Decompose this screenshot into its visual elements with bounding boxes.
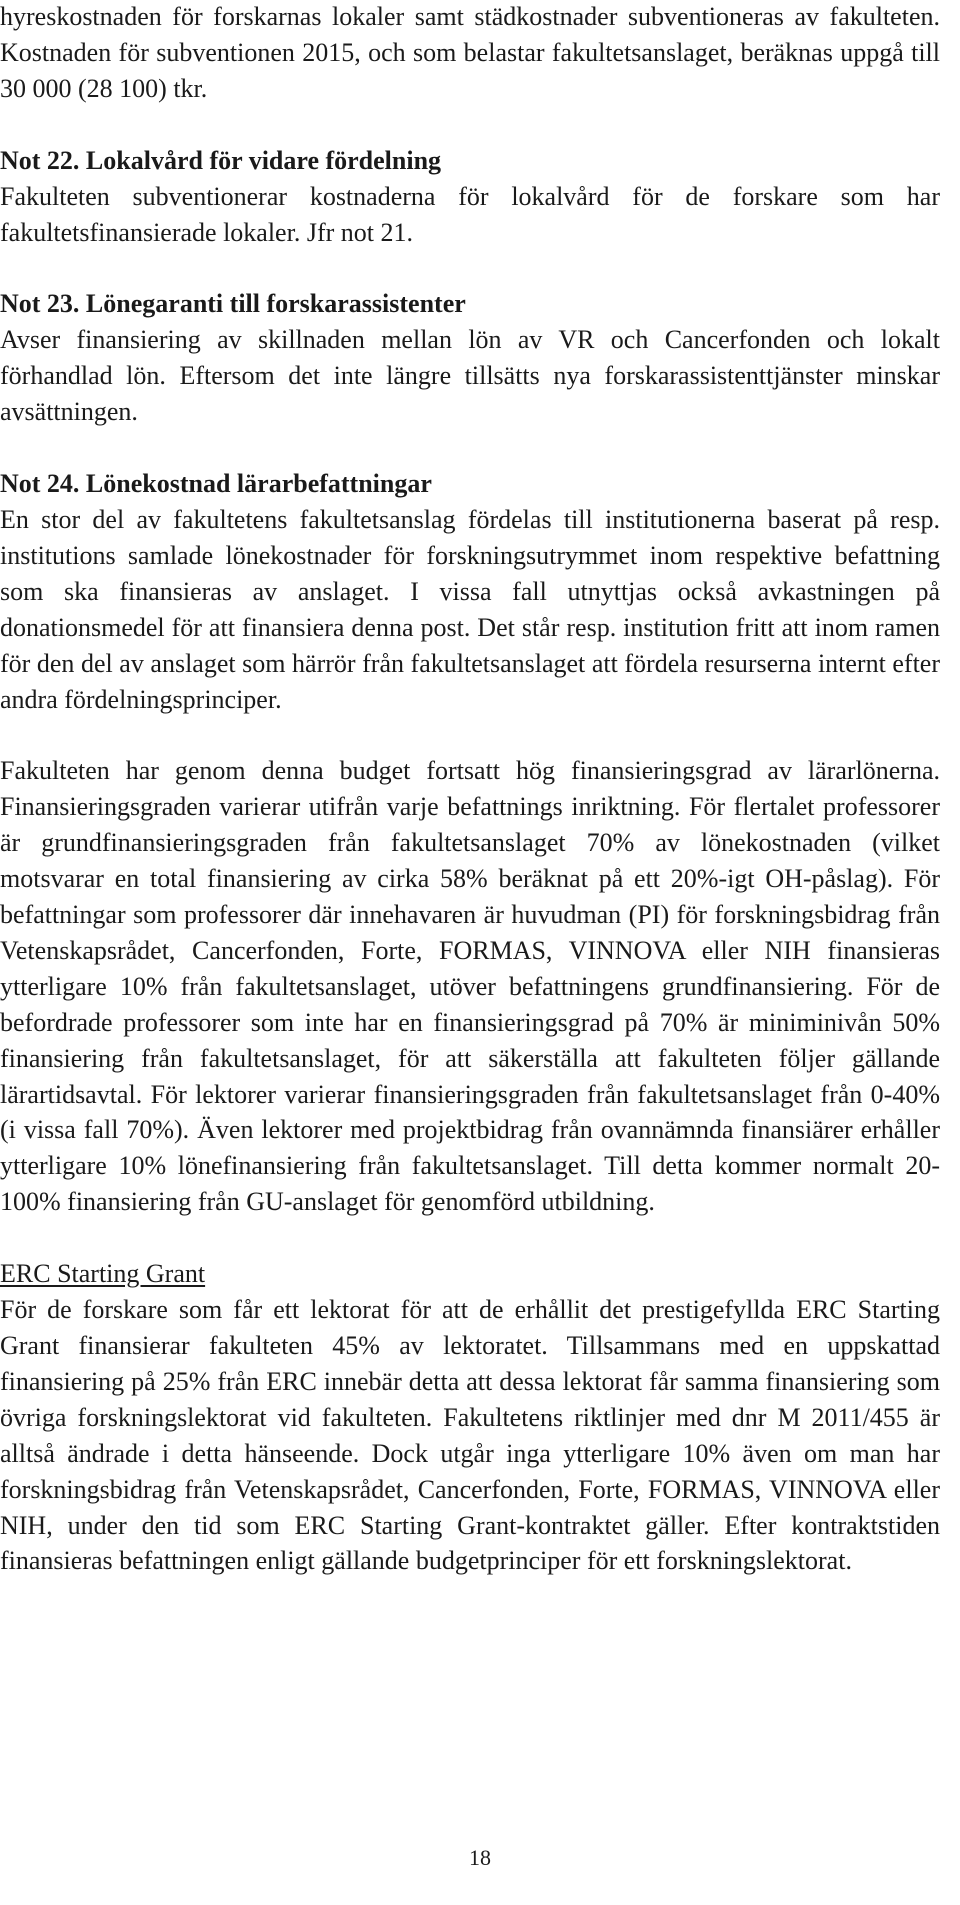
page-number: 18 xyxy=(469,1845,491,1870)
note-22-body: Fakulteten subventionerar kostnaderna för lokalvård för de forskare som har fakultetsfinansierade lokaler. Jfr not 21. xyxy=(0,181,940,247)
financing-paragraph: Fakulteten har genom denna budget fortsatt hög finansieringsgrad av lärarlönerna. Finansieringsgraden varierar utifrån varje befattnings inriktning. För flertalet professorer är grundfinansieringsgraden från fakultetsanslaget 70% av lönekostnaden (vilket motsvarar en total finansiering av cirka 58% beräknat på ett 20%-igt OH-påslag). För befattningar som professorer där innehavaren är huvudman (PI) för forskningsbidrag från Vetenskapsrådet, Cancerfonden, Forte, FORMAS, VINNOVA eller NIH finansieras ytterligare 10% från fakultetsanslaget, utöver befattningens grundfinansiering. För de befordrade professorer som inte har en finansieringsgrad på 70% är miniminivån 50% finansiering från fakultetsanslaget, för att säkerställa att fakulteten följer gällande lärartidsavtal. För lektorer varierar finansieringsgraden från fakultetsanslaget från 0-40% (i vissa fall 70%). Även lektorer med projektbidrag från ovannämnda finansiärer erhåller ytterligare 10% lönefinansiering från fakultetsanslaget. Till detta kommer normalt 20-100% finansiering från GU-anslaget för genomförd utbildning. xyxy=(0,756,940,1217)
erc-heading: ERC Starting Grant xyxy=(0,1259,206,1289)
note-23 xyxy=(0,286,940,430)
intro-paragraph: hyreskostnaden för forskarnas lokaler samt städkostnader subventioneras av fakulteten. Kostnaden för subventionen 2015, och som belastar fakultetsanslaget, beräknas uppgå till 30 000 (28 100) tkr. xyxy=(0,2,940,103)
note-22-title: Not 22. Lokalvård för vidare fördelning xyxy=(0,145,442,175)
erc-body: För de forskare som får ett lektorat för att de erhållit det prestigefyllda ERC Starting Grant finansierar fakulteten 45% av lektoratet. Tillsammans med en uppskattad finansiering på 25% från ERC innebär detta att dessa lektorat får samma finansiering som övriga forskningslektorat vid fakulteten. Fakultetens riktlinjer med dnr M 2011/455 är alltså ändrade i detta hänseende. Dock utgår inga ytterligare 10% även om man har forskningsbidrag från Vetenskapsrådet, Cancerfonden, Forte, FORMAS, VINNOVA eller NIH, under den tid som ERC Starting Grant-kontraktet gäller. Efter kontraktstiden finansieras befattningen enligt gällande budgetprinciper för ett forskningslektorat. xyxy=(0,1295,940,1576)
note-23-title: Not 23. Lönegaranti till forskarassistenter xyxy=(0,289,466,319)
erc-section xyxy=(0,1256,940,1579)
note-23-body: Avser finansiering av skillnaden mellan lön av VR och Cancerfonden och lokalt förhandlad lön. Eftersom det inte längre tillsätts nya forskarassistenttjänster minskar avsättningen. xyxy=(0,325,940,427)
note-22 xyxy=(0,143,940,251)
note-24-body: En stor del av fakultetens fakultetsanslag fördelas till institutionerna baserat på resp. institutions samlade lönekostnader för forskningsutrymmet inom respektive befattning som ska finansieras av anslaget. I vissa fall utnyttjas också avkastningen på donationsmedel för att finansiera denna post. Det står resp. institution fritt att inom ramen för den del av anslaget som härrör från fakultetsanslaget att fördela resurserna internt efter andra fördelningsprinciper. xyxy=(0,504,940,714)
note-24-title: Not 24. Lönekostnad lärarbefattningar xyxy=(0,469,432,499)
note-24 xyxy=(0,466,940,717)
